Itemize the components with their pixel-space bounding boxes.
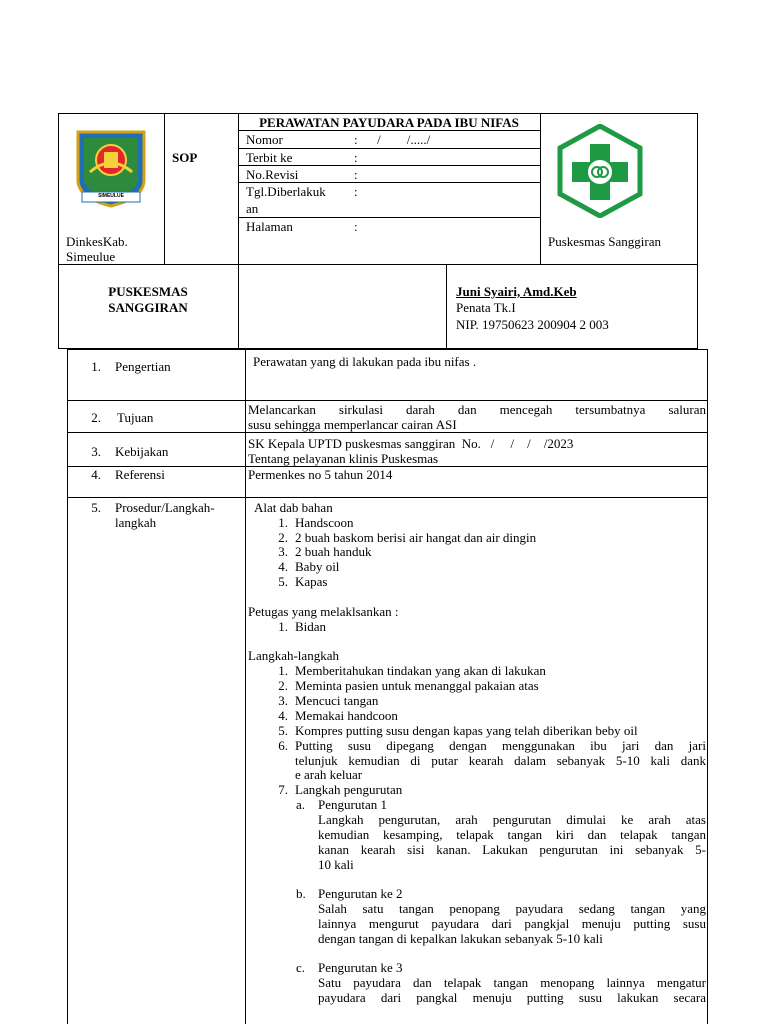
substep-letter: b. — [296, 886, 306, 901]
step-number: 3. — [278, 693, 288, 708]
field-halaman-label: Halaman — [246, 219, 293, 234]
row3-number: 3. — [91, 444, 101, 459]
field-revisi-value: : — [354, 167, 358, 182]
logo-ribbon-text: SIMEULUE — [98, 193, 124, 199]
alat-number: 1. — [278, 515, 288, 530]
alat-number: 2. — [278, 530, 288, 545]
step6-line1: Putting susu dipegang dengan menggunakan ibu jari dan jari — [295, 738, 706, 753]
signer-name: Juni Syairi, Amd.Keb — [456, 284, 577, 299]
row4-number: 4. — [91, 467, 101, 482]
row4-label: Referensi — [115, 467, 165, 482]
right-org: Puskesmas Sanggiran — [548, 234, 662, 249]
row2-label: Tujuan — [117, 410, 154, 425]
puskesmas-logo — [556, 124, 644, 218]
petugas-item: Bidan — [295, 619, 327, 634]
step7-title: Langkah pengurutan — [295, 782, 403, 797]
step-item: Kompres putting susu dengan kapas yang telah diberikan beby oil — [295, 723, 638, 738]
left-org-line1: DinkesKab. — [66, 234, 128, 249]
row3-label: Kebijakan — [115, 444, 169, 459]
field-tgl-label2: an — [246, 201, 259, 216]
row5-label-line2: langkah — [115, 515, 157, 530]
alat-item: Baby oil — [295, 559, 340, 574]
langkah-heading: Langkah-langkah — [248, 648, 339, 663]
step-item: Memberitahukan tindakan yang akan di lakukan — [295, 663, 546, 678]
step-number: 4. — [278, 708, 288, 723]
step6-line3: e arah keluar — [295, 767, 363, 782]
step-number: 2. — [278, 678, 288, 693]
step-item: Memakai handcoon — [295, 708, 398, 723]
sop-label: SOP — [172, 150, 198, 165]
row3-text-line2: Tentang pelayanan klinis Puskesmas — [248, 451, 439, 466]
alat-number: 4. — [278, 559, 288, 574]
alat-item: Handscoon — [295, 515, 354, 530]
substep-line: payudara dari pangkal menuju putting susu lakukan secara — [318, 990, 706, 1005]
substep-line: 10 kali — [318, 857, 354, 872]
field-halaman-value: : — [354, 219, 358, 234]
left-org-line2: Simeulue — [66, 249, 116, 264]
puskesmas-line1: PUSKESMAS — [108, 284, 188, 299]
alat-item: Kapas — [295, 574, 328, 589]
row1-number: 1. — [91, 359, 101, 374]
substep-line: kanan kearah sisi kanan. Lakukan pengurutan ini sebanyak 5- — [318, 842, 706, 857]
row1-label: Pengertian — [115, 359, 171, 374]
substep-letter: c. — [296, 960, 306, 975]
alat-number: 3. — [278, 544, 288, 559]
petugas-heading: Petugas yang melaklsankan : — [248, 604, 399, 619]
field-revisi-label: No.Revisi — [246, 167, 299, 182]
step-number: 1. — [278, 663, 288, 678]
substep-line: Langkah pengurutan, arah pengurutan dimulai ke arah atas — [318, 812, 706, 827]
substep-line: dengan tangan di kepalkan lakukan sebanyak 5-10 kali — [318, 931, 603, 946]
alat-item: 2 buah baskom berisi air hangat dan air dingin — [295, 530, 537, 545]
substep-line: Salah satu tangan penopang payudara sedang tangan yang — [318, 901, 706, 916]
step-number: 5. — [278, 723, 288, 738]
row5-label-line1: Prosedur/Langkah- — [115, 500, 215, 515]
field-tgl-value: : — [354, 184, 358, 199]
alat-item: 2 buah handuk — [295, 544, 372, 559]
signer-nip: NIP. 19750623 200904 2 003 — [456, 317, 609, 332]
field-terbit-value: : — [354, 150, 358, 165]
field-terbit-label: Terbit ke — [246, 150, 293, 165]
field-tgl-label: Tgl.Diberlakuk — [246, 184, 326, 199]
step-number: 6. — [278, 738, 288, 753]
row1-text: Perawatan yang di lakukan pada ibu nifas . — [253, 354, 477, 369]
substep-letter: a. — [296, 797, 306, 812]
step-item: Meminta pasien untuk menanggal pakaian atas — [295, 678, 539, 693]
step-item: Mencuci tangan — [295, 693, 379, 708]
alat-heading: Alat dab bahan — [254, 500, 333, 515]
step-number: 7. — [278, 782, 288, 797]
substep-title: Pengurutan ke 3 — [318, 960, 403, 975]
row3-text-line1: SK Kepala UPTD puskesmas sanggiran No. / / / /2023 — [248, 436, 574, 451]
row2-text-line1: Melancarkan sirkulasi darah dan mencegah tersumbatnya saluran — [248, 402, 706, 417]
substep-title: Pengurutan ke 2 — [318, 886, 403, 901]
row4-text: Permenkes no 5 tahun 2014 — [248, 467, 393, 482]
field-nomor-label: Nomor — [246, 132, 283, 147]
substep-title: Pengurutan 1 — [318, 797, 387, 812]
row5-number: 5. — [91, 500, 101, 515]
row2-number: 2. — [91, 410, 101, 425]
step6-line2: telunjuk kemudian di putar kearah dalam sebanyak 5-10 kali dank — [295, 753, 706, 768]
substep-line: kemudian kesamping, telapak tangan kiri dan telapak tangan — [318, 827, 706, 842]
substep-line: lainnya mengurut payudara dari pangkjal menuju putting susu — [318, 916, 706, 931]
field-nomor-value: : / /...../ — [354, 132, 431, 147]
substep-line: Satu payudara dan telapak tangan menopang lainnya mengatur — [318, 975, 706, 990]
petugas-number: 1. — [278, 619, 288, 634]
document-title: PERAWATAN PAYUDARA PADA IBU NIFAS — [259, 115, 519, 130]
alat-number: 5. — [278, 574, 288, 589]
puskesmas-line2: SANGGIRAN — [108, 300, 188, 315]
signer-rank: Penata Tk.I — [456, 300, 516, 315]
row2-text-line2: susu sehingga memperlancar cairan ASI — [248, 417, 457, 432]
